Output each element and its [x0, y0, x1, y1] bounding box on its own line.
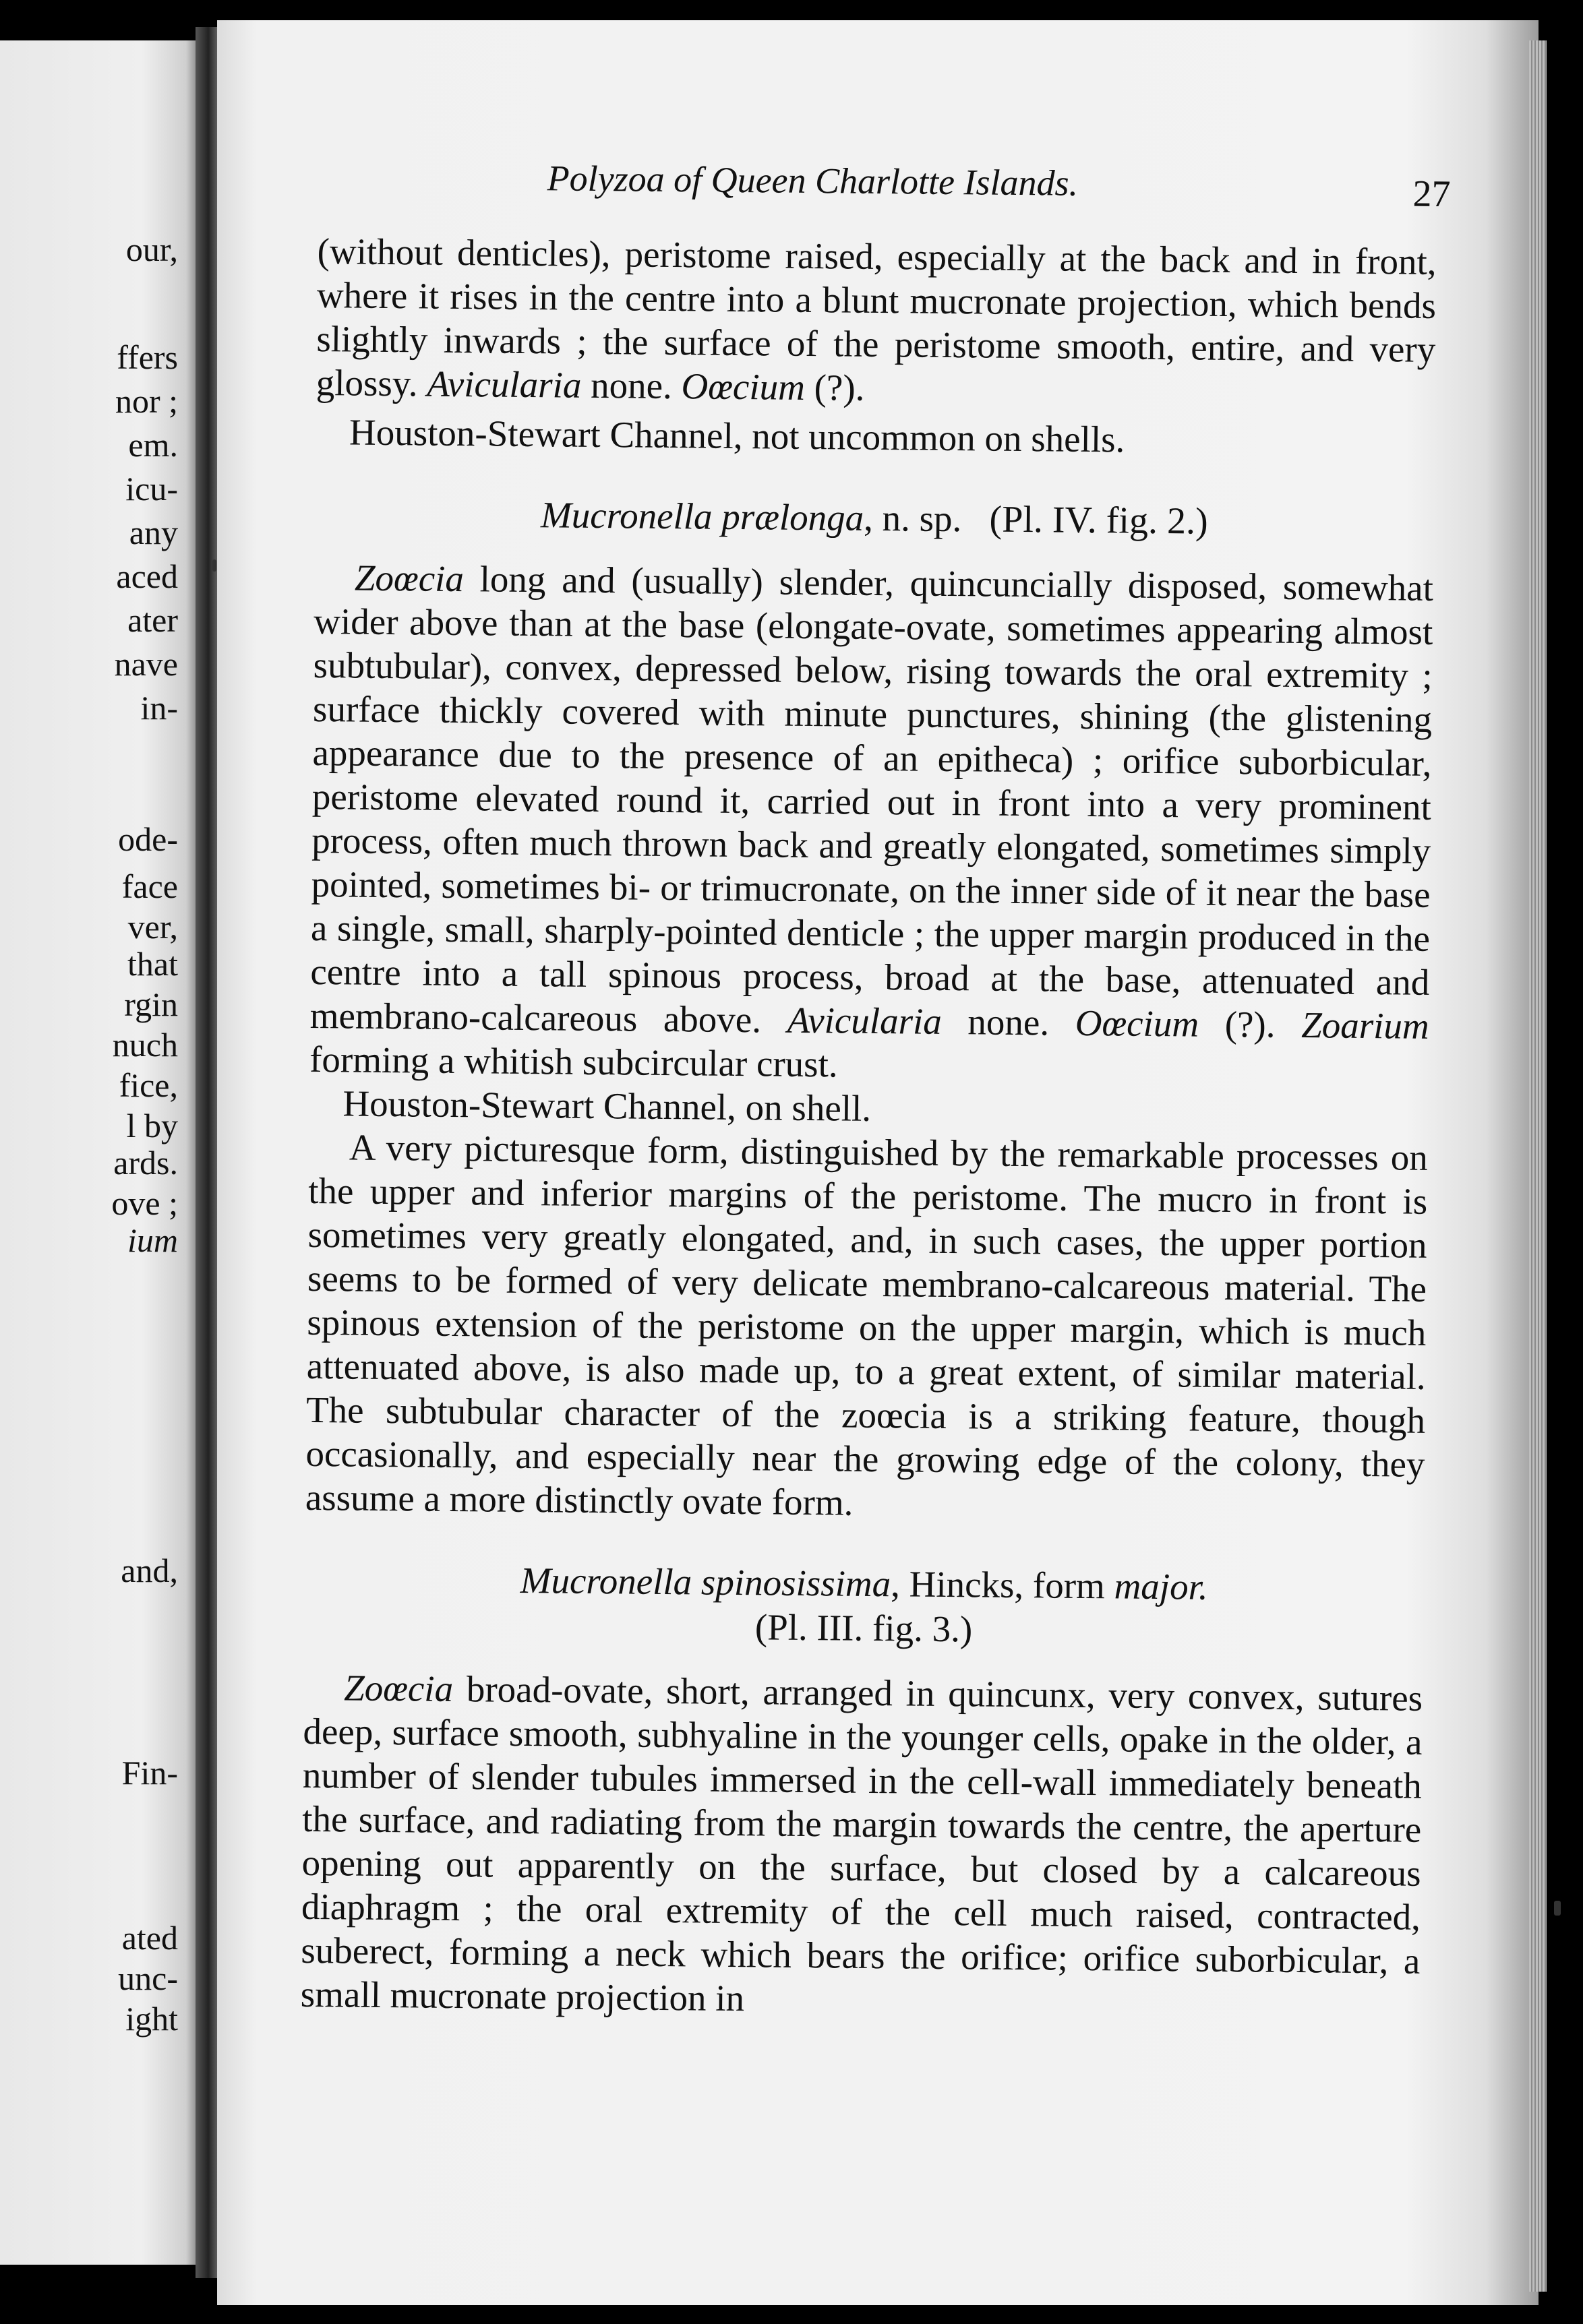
continuation-text: (without denticles), peristome raised, especially at the back and in front, where it rises in the centre into a blunt mucronate projection, which bends slightly inwards ; the surface of the peristome smooth, entire, and very glossy. — [316, 230, 1437, 404]
book-page — [217, 20, 1539, 2305]
left-line-fragment: any — [129, 514, 178, 551]
locality-line: Houston-Stewart Channel, on shell. — [342, 1082, 872, 1129]
plate-reference: (Pl. IV. fig. 2.) — [989, 498, 1208, 543]
left-line-fragment: nor ; — [115, 382, 178, 420]
avicularia-label: Avicularia — [426, 363, 582, 406]
left-page-fragment — [0, 40, 202, 2265]
zoarium-label: Zoarium — [1301, 1004, 1429, 1047]
left-line-fragment: l by — [126, 1107, 178, 1144]
left-line-fragment: aced — [116, 557, 178, 595]
left-line-fragment: nuch — [112, 1026, 178, 1064]
left-line-fragment: that — [127, 945, 178, 983]
avicularia-value: none. — [581, 364, 673, 407]
scan-speck — [1554, 1901, 1561, 1916]
left-line-fragment: unc- — [118, 1959, 178, 1997]
left-line-fragment: ode- — [118, 820, 178, 858]
scan-speck — [212, 559, 216, 572]
zooecia-label: Zoœcia — [354, 557, 465, 600]
left-line-fragment: icu- — [125, 470, 178, 508]
oecium-label: Oœcium — [1075, 1002, 1199, 1045]
species-description — [309, 555, 1433, 1092]
species-description — [300, 1665, 1423, 2027]
left-line-fragment: ium — [127, 1221, 178, 1259]
left-line-fragment: in- — [140, 689, 178, 727]
avicularia-value: none. — [941, 1000, 1050, 1043]
species-name: Mucronella spinosissima — [520, 1559, 891, 1605]
left-line-fragment: ards. — [113, 1144, 178, 1182]
left-line-fragment: ove ; — [111, 1184, 178, 1222]
locality-line: Houston-Stewart Channel, not uncommon on shells. — [349, 411, 1125, 460]
oecium-label: Oœcium — [681, 365, 806, 408]
left-line-fragment: ver, — [127, 908, 178, 946]
left-line-fragment: ffers — [117, 338, 178, 376]
description-text: broad-ovate, short, arranged in quincunx, very convex, sutures deep, surface smooth, subhyaline in the younger cells, opake in the older, a number of slender tubules immersed in the cell-wall immediately beneath the surface, and radiating from the margin towards the centre, the aperture opening out apparently on the surface, but closed by a calcareous diaphragm ; the oral extremity of the cell much raised, contracted, suberect, forming a neck which bears the orifice; orifice suborbicular, a small mucronate projection in — [300, 1668, 1423, 2019]
avicularia-label: Avicularia — [787, 999, 943, 1042]
left-line-fragment: Fin- — [121, 1754, 178, 1792]
left-line-fragment: em. — [128, 426, 178, 464]
left-line-fragment: ated — [121, 1919, 178, 1957]
oecium-value: (?). — [1198, 1003, 1276, 1045]
left-line-fragment: face — [121, 867, 178, 905]
remarks-paragraph: A very picturesque form, distinguished by the remarkable processes on the upper and inferior margins of the peristome. The mucro in front is sometimes very greatly elongated, and, in such cases, the upper portion seems to be formed of very delicate membrano-calcareous material. The spinous extension of the peristome on the upper margin, which is much attenuated above, is also made up, to a great extent, of similar material. The subtubular character of the zoœcia is a striking feature, though occasionally, and especially near the growing edge of the colony, they assume a more distinctly ovate form. — [305, 1126, 1429, 1523]
left-line-fragment: rgin — [124, 985, 178, 1023]
plate-reference: (Pl. III. fig. 3.) — [754, 1606, 973, 1650]
zooecia-label: Zoœcia — [343, 1667, 454, 1710]
running-title: Polyzoa of Queen Charlotte Islands. — [547, 158, 1079, 204]
page-number: 27 — [1412, 173, 1451, 216]
zoarium-text: forming a whitish subcircular crust. — [309, 1038, 838, 1085]
left-line-fragment: ight — [125, 2000, 178, 2038]
species-authority: , n. sp. — [863, 497, 962, 540]
left-line-fragment: and, — [121, 1552, 178, 1589]
left-line-fragment: our, — [125, 231, 178, 268]
oecium-value: (?). — [804, 366, 865, 408]
species-form: major. — [1114, 1565, 1208, 1608]
species-authority: , Hincks, form — [890, 1563, 1114, 1607]
page-header — [318, 155, 1451, 240]
species-name: Mucronella prælonga — [540, 494, 864, 539]
page-edge — [1529, 40, 1547, 2292]
left-line-fragment: fice, — [119, 1066, 178, 1104]
left-line-fragment: ater — [127, 601, 178, 639]
left-line-fragment: nave — [114, 645, 178, 683]
description-text: long and (usually) slender, quincuncially disposed, somewhat wider above than at the base (elongate-ovate, sometimes appearing almost subtubular), convex, depressed below, rising towards the oral extremity ; surface thickly covered with minute punctures, shining (the glistening appearance due to the presence of an epitheca) ; orifice suborbicular, peristome elevated round it, carried out in front into a very prominent process, often much thrown back and greatly elongated, sometimes simply pointed, sometimes bi- or trimucronate, on the inner side of it near the base a single, small, sharply-pointed denticle ; the upper margin produced in the centre into a tall spinous process, broad at the base, attenuated and membrano-calcareous above. — [309, 558, 1434, 1041]
page-text — [300, 155, 1451, 2027]
continuation-paragraph — [316, 229, 1436, 415]
